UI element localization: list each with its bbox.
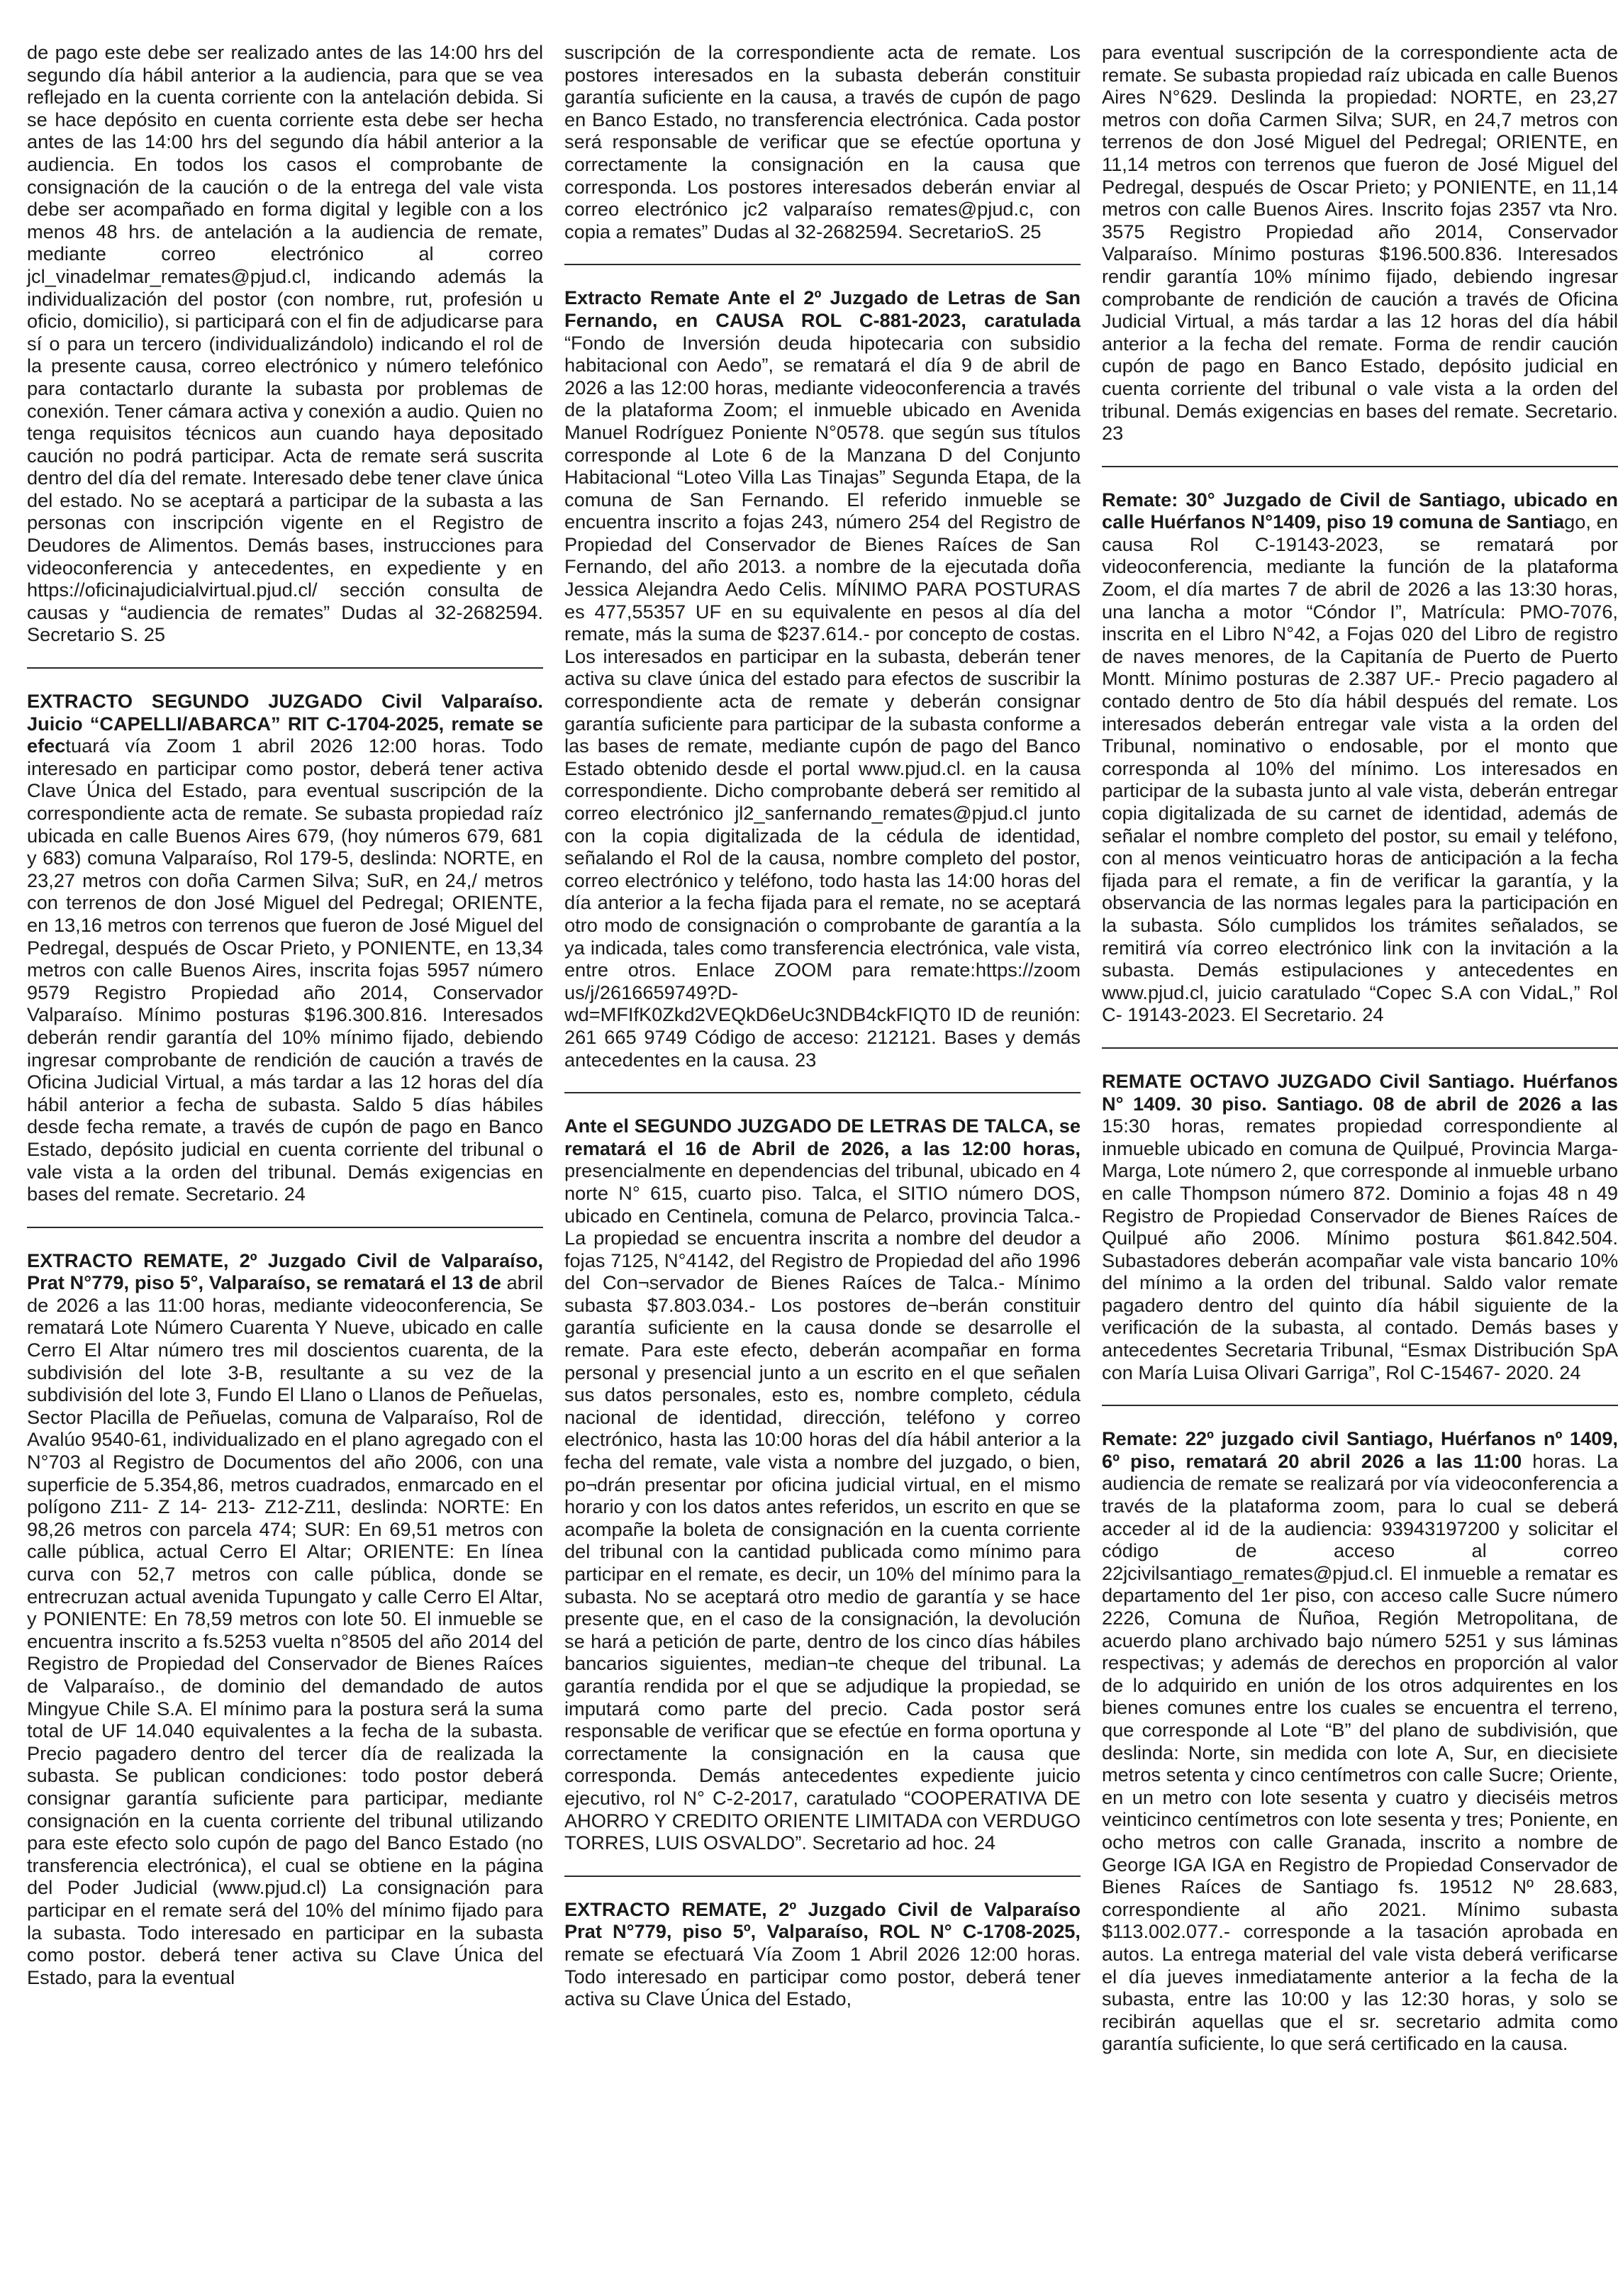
notice-body: “Fondo de Inversión deuda hipotecaria con subsidio habitacional con Aedo”, se rematará el día 9 de abril de 2026 a las 12:00 horas, mediante videoconferencia a través de la plataforma Zoom; el inmueble ubicado en Avenida Manuel Rodríguez Poniente N°0578. que según sus títulos corresponde al Lote 6 de la Manzana D del Conjunto Habitacional “Loteo Villa Las Tinajas” Segunda Etapa, de la comuna de San Fernando. El referido inmueble se encuentra inscrito a fojas 243, número 254 del Registro de Propiedad del Conservador de Bienes Raíces de San Fernando, del año 2013. a nombre de la ejecutada doña Jessica Alejandra Aedo Celis. MÍNIMO PARA POSTURAS es 477,55357 UF en su equivalente en pesos al día del remate, más la suma de $237.614.- por concepto de costas. Los interesados en participar en la subasta, deberán tener activa su clave única del estado para efectos de suscribir la correspondiente acta de remate y deberán consignar garantía suficiente para participar de la subasta conforme a las bases de remate, mediante cupón de pago del Banco Estado obtenido desde el portal www.pjud.cl. en la causa correspondiente. Dicho comprobante deberá ser remitido al correo electrónico jl2_sanfernando_remates@pjud.cl junto con la copia digitalizada de la cédula de identidad, señalando el Rol de la causa, nombre completo del postor, correo electrónico y teléfono, todo hasta las 14:00 horas del día anterior a la fecha fijada para el remate, no se aceptará otro modo de consignación o comprobante de garantía a la ya indicada, tales como transferencia electrónica, vale vista, entre otros. Enlace ZOOM para remate:https://zoom us/j/2616659749?D-wd=MFIfK0Zkd2VEQkD6eUc3NDB4ckFIQT0 ID de reunión: 261 665 9749 Código de acceso: 212121. Bases y demás antecedentes en la causa. 23: [564, 331, 1081, 1071]
notice-divider: [27, 667, 543, 669]
notice: [564, 1898, 1081, 2010]
notice-divider: [1102, 1047, 1618, 1049]
notice-body: de pago este debe ser realizado antes de las 14:00 hrs del segundo día hábil anterior a la audiencia, para que se vea reflejado en la cuenta corriente con la antelación debida. Si se hace depósito en cuenta corriente esta debe ser hecha antes de las 14:00 hrs del segundo día hábil anterior a la audiencia. En todos los casos el comprobante de consignación de la caución o de la entrega del vale vista debe ser acompañado en forma digital y legible con a los menos 48 hrs. de antelación a la audiencia de remate, mediante correo electrónico al correo jcl_vinadelmar_remates@pjud.cl, indicando además la individualización del postor (con nombre, rut, profesión u oficio, domicilio), si participará con el fin de adjudicarse para sí o para un tercero (individualizándolo) indicando el rol de la presente causa, correo electrónico y número telefónico para contactarlo durante la subasta por problemas de conexión. Tener cámara activa y conexión a audio. Quien no tenga requisitos técnicos aun cuando haya depositado caución no podrá participar. Acta de remate será suscrita dentro del día del remate. Interesado debe tener clave única del estado. No se aceptará a participar de la subasta a las personas con inscripción vigente en el Registro de Deudores de Alimentos. Demás bases, instrucciones para videoconferencia y antecedentes, en expediente y en https://oficinajudicialvirtual.pjud.cl/ sección consulta de causas y “audiencia de remates” Dudas al 32-2682594. Secretario S. 25: [27, 41, 543, 646]
notice-continuation: [564, 41, 1081, 243]
notice-heading: Remate: 30° Juzgado de Civil de Santiago, ubicado en calle Huérfanos N°1409, piso 19 comuna de Santia: [1102, 488, 1618, 533]
notice-body: tuará vía Zoom 1 abril 2026 12:00 horas. Todo interesado en participar como postor, deberá tener activa Clave Única del Estado, para eventual suscripción de la correspondiente acta de remate. Se subasta propiedad raíz ubicada en calle Buenos Aires 679, (hoy números 679, 681 y 683) comuna Valparaíso, Rol 179-5, deslinda: NORTE, en 23,27 metros con doña Carmen Silva; SuR, en 24,/ metros con terrenos de don José Miguel del Pedregal; ORIENTE, en 13,16 metros con terrenos que fueron de José Miguel del Pedregal, después de Oscar Prieto, y PONIENTE, en 13,34 metros con calle Buenos Aires, inscrita fojas 5957 número 9579 Registro Propiedad año 2014, Conservador Valparaíso. Mínimo posturas $196.300.816. Interesados deberán rendir garantía del 10% mínimo fijado, debiendo ingresar comprobante de rendición de caución a través de Oficina Judicial Virtual, a más tardar a las 12 horas del día hábil anterior a fecha de subasta. Saldo 5 días hábiles desde fecha remate, a través de cupón de pago en Banco Estado, depósito judicial en cuenta corriente del tribunal o vale vista a la orden del tribunal. Demás exigencias en bases del remate. Secretario. 24: [27, 735, 543, 1205]
notice-body: horas. La audiencia de remate se realizará por vía videoconferencia a través de la plataforma zoom, para lo cual se deberá acceder al id de la audiencia: 93943197200 y solicitar el código de acceso al correo 22jcivilsantiago_remates@pjud.cl. El inmueble a rematar es departamento del 1er piso, con acceso calle Sucre número 2226, Comuna de Ñuñoa, Región Metropolitana, de acuerdo plano archivado bajo número 5251 y sus láminas respectivas; y además de derechos en proporción al valor de lo adquirido en unión de los otros adquirentes en los bienes comunes entre los cuales se encuentra el terreno, que corresponde al Lote “B” del plano de subdivisión, que deslinda: Norte, sin medida con lote A, Sur, en diecisiete metros setenta y cinco centímetros con calle Sucre; Oriente, en un metro con lote sesenta y cuatro y dieciséis metros veinticinco centímetros con lote sesenta y tres; Poniente, en ocho metros con calle Granada, inscrito a nombre de George IGA IGA en Registro de Propiedad Conservador de Bienes Raíces de Santiago fs. 19512 Nº 28.683, correspondiente al año 2021. Mínimo subasta $113.002.077.- corresponde a la tasación aprobada en autos. La entrega material del vale vista deberá verificarse el día jueves inmediatamente anterior a la fecha de la subasta, entre las 10:00 y las 12:30 horas, y solo se recibirán aquellas que el sr. secretario admita como garantía suficiente, lo que será certificado en la causa.: [1102, 1449, 1618, 2055]
notice: [1102, 1427, 1618, 2055]
column-2: [564, 41, 1081, 2289]
notice-body: 15:30 horas, remates propiedad correspondiente al inmueble ubicado en comuna de Quilpué, Provincia Marga- Marga, Lote número 2, que corresponde al inmueble urbano en calle Thompson número 872. Dominio a fojas 48 n 49 Registro de Propiedad Conservador de Bienes Raíces de Quilpué año 2006. Mínimo postura $61.842.504. Subastadores deberán acompañar vale vista bancario 10% del mínimo a la orden del tribunal. Saldo valor remate pagadero dentro del quinto día hábil siguiente de la verificación de la subasta, al contado. Demás bases y antecedentes Secretaria Tribunal, “Esmax Distribución SpA con María Luisa Olivari Garriga”, Rol C-15467- 2020. 24: [1102, 1115, 1618, 1383]
notice: [1102, 1070, 1618, 1383]
notice-divider: [564, 1092, 1081, 1093]
column-1: [27, 41, 543, 2289]
notice-heading: Ante el SEGUNDO JUZGADO DE LETRAS DE TALCA, se rematará el 16 de Abril de 2026, a las 12:00 horas,: [564, 1115, 1081, 1159]
notice-body: presencialmente en dependencias del tribunal, ubicado en 4 norte N° 615, cuarto piso. Talca, el SITIO número DOS, ubicado en Centinela, comuna de Pelarco, provincia Talca.- La propiedad se encuentra inscrita a nombre del deudor a fojas 7125, N°4142, del Registro de Propiedad del año 1996 del Con¬servador de Bienes Raíces de Talca.- Mínimo subasta $7.803.034.- Los postores de¬berán constituir garantía suficiente en la causa donde se desarrolle el remate. Para este efecto, deberán acompañar en forma personal y presencial junto a un escrito en el que señalen sus datos personales, esto es, nombre completo, cédula nacional de identidad, dirección, teléfono y correo electrónico, hasta las 10:00 horas del día hábil anterior a la fecha del remate, vale vista a nombre del juzgado, o bien, po¬drán presentar por oficina judicial virtual, en el mismo horario y con los datos antes referidos, un escrito en que se acompañe la boleta de consignación en la cuenta corriente del tribunal con la cantidad publicada como mínimo para participar en el remate, es decir, un 10% del mínimo para la subasta. No se aceptará otro medio de garantía y se hace presente que, en el caso de la consignación, la devolución se hará a petición de parte, dentro de los cinco días hábiles bancarios siguientes, median¬te cheque del tribunal. La garantía rendida por el que se adjudique la propiedad, se imputará como parte del precio. Cada postor será responsable de verificar que se efectúe en forma oportuna y correctamente la consignación en la causa que corresponda. Demás antecedentes expediente juicio ejecutivo, rol N° C-2-2017, caratulado “COOPERATIVA DE AHORRO Y CREDITO ORIENTE LIMITADA con VERDUGO TORRES, LUIS OSVALDO”. Secretario ad hoc. 24: [564, 1159, 1081, 1854]
column-3: [1102, 41, 1618, 2289]
notice-continuation: [27, 41, 543, 646]
notice-heading: Remate: 22º juzgado civil Santiago, Huérfanos nº 1409, 6º piso, rematará 20 abril 2026 a las 11:00: [1102, 1427, 1618, 1472]
notice-body: para eventual suscripción de la correspondiente acta de remate. Se subasta propiedad raíz ubicada en calle Buenos Aires N°629. Deslinda la propiedad: NORTE, en 23,27 metros con doña Carmen Silva; SUR, en 24,7 metros con terrenos de don José Miguel del Pedregal; ORIENTE, en 11,14 metros con terrenos que fueron de José Miguel del Pedregal, después de Oscar Prieto; y PONIENTE, en 11,14 metros con calle Buenos Aires. Inscrito fojas 2357 vta Nro. 3575 Registro Propiedad año 2014, Conservador Valparaíso. Mínimo posturas $196.500.836. Interesados rendir garantía 10% mínimo fijado, debiendo ingresar comprobante de rendición de caución a través de Oficina Judicial Virtual, a más tardar a las 12 horas del día hábil anterior a la fecha del remate. Forma de rendir caución cupón de pago en Banco Estado, depósito judicial en cuenta corriente del tribunal o vale vista a la orden del tribunal. Demás exigencias en bases del remate. Secretario. 23: [1102, 41, 1618, 445]
notice: [27, 1249, 543, 1989]
notice: [564, 1115, 1081, 1854]
notice-heading: EXTRACTO SEGUNDO JUZGADO Civil Valparaíso. Juicio “CAPELLI/ABARCA” RIT C-1704-2025, remate se efec: [27, 690, 543, 757]
notice-continuation: [1102, 41, 1618, 445]
notice-heading: EXTRACTO REMATE, 2º Juzgado Civil de Valparaíso Prat N°779, piso 5º, Valparaíso, ROL N° C-1708-2025,: [564, 1897, 1081, 1943]
notice-body: remate se efectuará Vía Zoom 1 Abril 2026 12:00 horas. Todo interesado en participar como postor, deberá tener activa su Clave Única del Estado,: [564, 1942, 1081, 2010]
notice-divider: [1102, 466, 1618, 467]
notice-divider: [564, 264, 1081, 265]
notice: [1102, 489, 1618, 1026]
notice-divider: [564, 1876, 1081, 1877]
notice-heading: REMATE OCTAVO JUZGADO Civil Santiago. Huérfanos N° 1409. 30 piso. Santiago. 08 de abril de 2026 a las: [1102, 1069, 1618, 1115]
notice-body: go, en causa Rol C-19143-2023, se rematará por videoconferencia, mediante la función de la plataforma Zoom, el día martes 7 de abril de 2026 a las 13:30 horas, una lancha a motor “Cóndor I”, Matrícula: PMO-7076, inscrita en el Libro N°42, a Fojas 020 del Libro de registro de naves menores, de la Capitanía de Puerto de Puerto Montt. Mínimo posturas de 2.387 UF.- Precio pagadero al contado dentro de 5to día hábil después del remate. Los interesados deberán entregar vale vista a la orden del Tribunal, nominativo o endosable, por el monto que corresponda al 10% del mínimo. Los interesados en participar de la subasta junto al vale vista, deberán entregar copia digitalizada de su carnet de identidad, además de señalar el nombre completo del postor, su email y teléfono, con al menos veinticuatro horas de anticipación a la fecha fijada para el remate, a fin de verificar la garantía, y la observancia de las normas legales para la participación en la subasta. Sólo cumplidos los trámites señalados, se remitirá vía correo electrónico link con la invitación a la subasta. Demás estipulaciones y antecedentes en www.pjud.cl, juicio caratulado “Copec S.A con VidaL,” Rol C- 19143-2023. El Secretario. 24: [1102, 511, 1618, 1026]
notice-divider: [1102, 1405, 1618, 1406]
notice: [564, 286, 1081, 1071]
notice-heading: EXTRACTO REMATE, 2º Juzgado Civil de Valparaíso, Prat N°779, piso 5°, Valparaíso, se rematará el 13 de: [27, 1249, 543, 1294]
notice-heading: Extracto Remate Ante el 2º Juzgado de Letras de San Fernando, en CAUSA ROL C-881-2023, caratulada: [564, 286, 1081, 331]
notice-body: suscripción de la correspondiente acta de remate. Los postores interesados en la subasta deberán constituir garantía suficiente en la causa, a través de cupón de pago en Banco Estado, no transferencia electrónica. Cada postor será responsable de verificar que se efectúe oportuna y correctamente la consignación en la causa que corresponda. Los postores interesados deberán enviar al correo electrónico jc2 valparaíso remates@pjud.c, con copia a remates” Dudas al 32-2682594. SecretarioS. 25: [564, 41, 1081, 243]
notice: [27, 690, 543, 1205]
notice-body: abril de 2026 a las 11:00 horas, mediante videoconferencia, Se rematará Lote Número Cuarenta Y Nueve, ubicado en calle Cerro El Altar número tres mil doscientos cuarenta, de la subdivisión del lote 3-B, resultante a su vez de la subdivisión del lote 3, Fundo El Llano o Llanos de Peñuelas, Sector Placilla de Peñuelas, comuna de Valparaíso, Rol de Avalúo 9540-61, individualizado en el plano agregado con el N°703 al Registro de Documentos del año 2006, con una superficie de 5.354,86, metros cuadrados, enmarcado en el polígono Z11- Z 14- 213- Z12-Z11, deslinda: NORTE: En 98,26 metros con parcela 474; SUR: En 69,51 metros con calle pública, actual Cerro El Altar; ORIENTE: En línea curva con 52,7 metros con calle pública, donde se entrecruzan actual avenida Tupungato y calle Cerro El Altar, y PONIENTE: En 78,59 metros con lote 50. El inmueble se encuentra inscrito a fs.5253 vuelta n°8505 del año 2014 del Registro de Propiedad del Conservador de Bienes Raíces de Valparaíso., de dominio del demandado de autos Mingyue Chile S.A. El mínimo para la postura será la suma total de UF 14.040 equivalentes a la fecha de la subasta. Precio pagadero dentro del tercer día de realizada la subasta. Se publican condiciones: todo postor deberá consignar garantía suficiente para participar, mediante consignación en la cuenta corriente del tribunal utilizando para este efecto solo cupón de pago del Banco Estado (no transferencia electrónica), el cual se obtiene en la página del Poder Judicial (www.pjud.cl) La consignación para participar en el remate será del 10% del mínimo fijado para la subasta. Todo interesado en participar en la subasta como postor. deberá tener activa su Clave Única del Estado, para la eventual: [27, 1271, 543, 1988]
notice-divider: [27, 1227, 543, 1228]
